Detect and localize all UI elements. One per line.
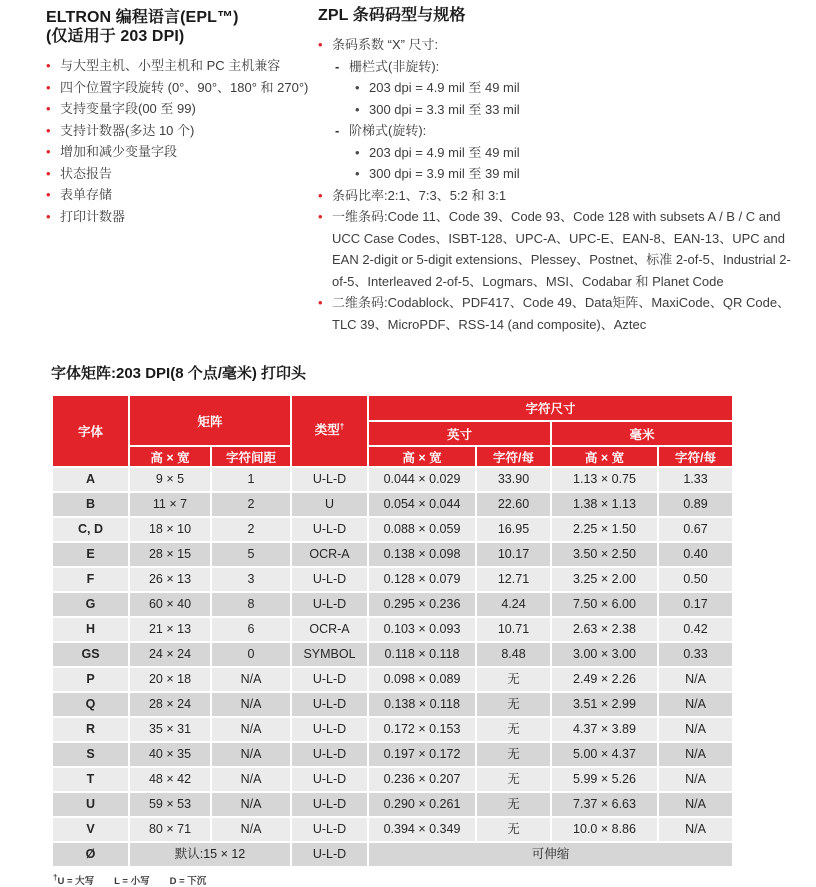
cell-in_hw: 0.197 × 0.172 bbox=[369, 743, 475, 766]
table-row-default bbox=[53, 843, 732, 866]
dagger-icon: † bbox=[53, 872, 58, 882]
table-row bbox=[53, 543, 732, 566]
cell-font: V bbox=[53, 818, 128, 841]
cell-matrix: 59 × 53 bbox=[130, 793, 210, 816]
cell-in_hw: 0.128 × 0.079 bbox=[369, 568, 475, 591]
cell-font: GS bbox=[53, 643, 128, 666]
bullet-icon: • bbox=[46, 187, 51, 202]
cell-mm_per: 0.40 bbox=[659, 543, 732, 566]
epl-feature-item bbox=[46, 141, 316, 163]
cell-matrix: 11 × 7 bbox=[130, 493, 210, 516]
bullet-icon: • bbox=[355, 101, 360, 117]
font-table-header bbox=[53, 396, 732, 466]
cell-in_hw: 0.118 × 0.118 bbox=[369, 643, 475, 666]
cell-mm_per: N/A bbox=[659, 743, 732, 766]
cell-in_per: 无 bbox=[477, 768, 550, 791]
bullet-icon: • bbox=[355, 144, 360, 160]
cell-default-matrix: 默认:15 × 12 bbox=[130, 843, 290, 866]
cell-type: U-L-D bbox=[292, 593, 367, 616]
zpl-spec-text: 阶梯式(旋转): bbox=[349, 123, 427, 138]
cell-matrix: 18 × 10 bbox=[130, 518, 210, 541]
cell-mm_per: 1.33 bbox=[659, 468, 732, 491]
font-table-title: 字体矩阵:203 DPI(8 个点/毫米) 打印头 bbox=[51, 365, 307, 382]
header-matrix-group: 矩阵 bbox=[130, 396, 290, 445]
footnote-part: D = 下沉 bbox=[169, 876, 207, 887]
header-inches-group: 英寸 bbox=[369, 422, 550, 445]
table-row bbox=[53, 618, 732, 641]
bullet-icon: • bbox=[318, 209, 323, 224]
dash-icon: - bbox=[335, 123, 340, 138]
header-charsize-group: 字符尺寸 bbox=[369, 396, 732, 420]
zpl-spec-item bbox=[318, 292, 792, 335]
cell-type: U bbox=[292, 493, 367, 516]
zpl-spec-text: 203 dpi = 4.9 mil 至 49 mil bbox=[369, 80, 520, 95]
cell-mm_per: 0.33 bbox=[659, 643, 732, 666]
cell-in_per: 10.71 bbox=[477, 618, 550, 641]
epl-feature-item bbox=[46, 163, 316, 185]
cell-mm_hw: 7.50 × 6.00 bbox=[552, 593, 657, 616]
cell-spacing: 5 bbox=[212, 543, 290, 566]
cell-type: U-L-D bbox=[292, 793, 367, 816]
table-row bbox=[53, 518, 732, 541]
cell-matrix: 80 × 71 bbox=[130, 818, 210, 841]
cell-in_hw: 0.138 × 0.098 bbox=[369, 543, 475, 566]
cell-matrix: 20 × 18 bbox=[130, 668, 210, 691]
zpl-spec-item bbox=[355, 77, 792, 99]
cell-mm_hw: 2.63 × 2.38 bbox=[552, 618, 657, 641]
table-row bbox=[53, 818, 732, 841]
cell-type: U-L-D bbox=[292, 468, 367, 491]
zpl-spec-text: 条码系数 “X” 尺寸: bbox=[332, 37, 439, 52]
cell-font: T bbox=[53, 768, 128, 791]
cell-matrix: 26 × 13 bbox=[130, 568, 210, 591]
cell-mm_hw: 1.13 × 0.75 bbox=[552, 468, 657, 491]
bullet-icon: • bbox=[355, 80, 360, 95]
cell-in_hw: 0.088 × 0.059 bbox=[369, 518, 475, 541]
cell-matrix: 9 × 5 bbox=[130, 468, 210, 491]
cell-mm_hw: 7.37 × 6.63 bbox=[552, 793, 657, 816]
cell-font: S bbox=[53, 743, 128, 766]
cell-in_per: 8.48 bbox=[477, 643, 550, 666]
zpl-section-title: ZPL 条码码型与规格 bbox=[318, 7, 466, 24]
cell-mm_hw: 3.25 × 2.00 bbox=[552, 568, 657, 591]
bullet-icon: • bbox=[46, 122, 51, 138]
cell-mm_hw: 2.49 × 2.26 bbox=[552, 668, 657, 691]
cell-mm_hw: 5.99 × 5.26 bbox=[552, 768, 657, 791]
header-mm-hw: 高 × 宽 bbox=[552, 447, 657, 466]
cell-mm_per: N/A bbox=[659, 718, 732, 741]
epl-feature-text: 四个位置字段旋转 (0°、90°、180° 和 270°) bbox=[60, 79, 309, 95]
epl-feature-text: 与大型主机、小型主机和 PC 主机兼容 bbox=[60, 58, 281, 73]
zpl-section bbox=[318, 6, 792, 335]
bullet-icon: • bbox=[46, 208, 51, 224]
cell-font: A bbox=[53, 468, 128, 491]
zpl-spec-item bbox=[318, 206, 792, 292]
cell-type: U-L-D bbox=[292, 693, 367, 716]
cell-type: U-L-D bbox=[292, 843, 367, 866]
cell-scalable: 可伸缩 bbox=[369, 843, 732, 866]
table-row bbox=[53, 493, 732, 516]
cell-in_hw: 0.138 × 0.118 bbox=[369, 693, 475, 716]
cell-mm_hw: 3.00 × 3.00 bbox=[552, 643, 657, 666]
cell-matrix: 24 × 24 bbox=[130, 643, 210, 666]
zpl-spec-list bbox=[318, 34, 792, 335]
header-matrix-spacing: 字符间距 bbox=[212, 447, 290, 466]
cell-spacing: 6 bbox=[212, 618, 290, 641]
bullet-icon: • bbox=[46, 79, 51, 95]
bullet-icon: • bbox=[318, 37, 323, 52]
cell-matrix: 60 × 40 bbox=[130, 593, 210, 616]
cell-in_per: 33.90 bbox=[477, 468, 550, 491]
footnote-part: U = 大写 bbox=[57, 876, 95, 887]
epl-feature-item bbox=[46, 77, 316, 99]
cell-font: E bbox=[53, 543, 128, 566]
cell-mm_hw: 4.37 × 3.89 bbox=[552, 718, 657, 741]
cell-spacing: N/A bbox=[212, 793, 290, 816]
table-row bbox=[53, 768, 732, 791]
bullet-icon: • bbox=[355, 166, 360, 181]
epl-feature-item bbox=[46, 120, 316, 142]
table-row bbox=[53, 668, 732, 691]
cell-mm_per: 0.17 bbox=[659, 593, 732, 616]
table-row bbox=[53, 793, 732, 816]
bullet-icon: • bbox=[46, 101, 51, 116]
cell-matrix: 40 × 35 bbox=[130, 743, 210, 766]
cell-mm_hw: 2.25 × 1.50 bbox=[552, 518, 657, 541]
cell-in_per: 4.24 bbox=[477, 593, 550, 616]
epl-feature-item bbox=[46, 98, 316, 120]
cell-in_per: 22.60 bbox=[477, 493, 550, 516]
epl-section-title bbox=[46, 8, 316, 46]
cell-mm_hw: 3.50 × 2.50 bbox=[552, 543, 657, 566]
epl-feature-text: 打印计数器 bbox=[60, 208, 126, 224]
bullet-icon: • bbox=[46, 144, 51, 159]
zpl-spec-item bbox=[335, 120, 792, 142]
cell-font: P bbox=[53, 668, 128, 691]
zpl-spec-item bbox=[335, 56, 792, 78]
zpl-spec-text: 300 dpi = 3.9 mil 至 39 mil bbox=[369, 166, 520, 181]
cell-type: OCR-A bbox=[292, 618, 367, 641]
cell-font: U bbox=[53, 793, 128, 816]
epl-feature-item bbox=[46, 206, 316, 228]
cell-mm_hw: 1.38 × 1.13 bbox=[552, 493, 657, 516]
cell-font: G bbox=[53, 593, 128, 616]
zpl-spec-item bbox=[318, 185, 792, 207]
font-matrix-section bbox=[51, 362, 771, 887]
cell-font: F bbox=[53, 568, 128, 591]
cell-in_hw: 0.103 × 0.093 bbox=[369, 618, 475, 641]
font-table-default bbox=[53, 843, 732, 866]
cell-type: SYMBOL bbox=[292, 643, 367, 666]
epl-feature-text: 支持计数器(多达 10 个) bbox=[60, 122, 195, 138]
cell-in_hw: 0.290 × 0.261 bbox=[369, 793, 475, 816]
cell-type: U-L-D bbox=[292, 743, 367, 766]
cell-mm_per: 0.67 bbox=[659, 518, 732, 541]
cell-spacing: 3 bbox=[212, 568, 290, 591]
cell-matrix: 28 × 24 bbox=[130, 693, 210, 716]
cell-font: R bbox=[53, 718, 128, 741]
cell-spacing: N/A bbox=[212, 768, 290, 791]
epl-feature-text: 表单存储 bbox=[60, 187, 113, 202]
cell-in_per: 12.71 bbox=[477, 568, 550, 591]
cell-matrix: 21 × 13 bbox=[130, 618, 210, 641]
cell-spacing: N/A bbox=[212, 743, 290, 766]
epl-feature-item bbox=[46, 184, 316, 206]
cell-spacing: 0 bbox=[212, 643, 290, 666]
cell-spacing: N/A bbox=[212, 718, 290, 741]
cell-font: Q bbox=[53, 693, 128, 716]
cell-spacing: 2 bbox=[212, 493, 290, 516]
cell-mm_per: N/A bbox=[659, 793, 732, 816]
cell-in_hw: 0.172 × 0.153 bbox=[369, 718, 475, 741]
cell-spacing: 8 bbox=[212, 593, 290, 616]
cell-in_per: 无 bbox=[477, 793, 550, 816]
table-row bbox=[53, 743, 732, 766]
cell-in_per: 无 bbox=[477, 668, 550, 691]
table-row bbox=[53, 718, 732, 741]
cell-in_hw: 0.044 × 0.029 bbox=[369, 468, 475, 491]
cell-spacing: N/A bbox=[212, 818, 290, 841]
zpl-spec-text: 二维条码:Codablock、PDF417、Code 49、Data矩阵、MaxiCode、QR Code、TLC 39、MicroPDF、RSS-14 (and composite)、Aztec bbox=[332, 295, 791, 332]
cell-type: U-L-D bbox=[292, 668, 367, 691]
cell-type: U-L-D bbox=[292, 768, 367, 791]
cell-font: H bbox=[53, 618, 128, 641]
header-in-per: 字符/每 bbox=[477, 447, 550, 466]
header-mm-group: 毫米 bbox=[552, 422, 732, 445]
cell-mm_per: N/A bbox=[659, 768, 732, 791]
cell-matrix: 28 × 15 bbox=[130, 543, 210, 566]
cell-in_hw: 0.236 × 0.207 bbox=[369, 768, 475, 791]
epl-feature-text: 增加和减少变量字段 bbox=[60, 144, 178, 159]
cell-font: Ø bbox=[53, 843, 128, 866]
cell-in_per: 16.95 bbox=[477, 518, 550, 541]
cell-mm_per: N/A bbox=[659, 818, 732, 841]
cell-type: U-L-D bbox=[292, 568, 367, 591]
dash-icon: - bbox=[335, 58, 340, 74]
zpl-spec-item bbox=[355, 142, 792, 164]
table-row bbox=[53, 643, 732, 666]
cell-mm_per: N/A bbox=[659, 693, 732, 716]
header-in-hw: 高 × 宽 bbox=[369, 447, 475, 466]
epl-title-line1: ELTRON 编程语言(EPL™) bbox=[46, 9, 239, 26]
epl-feature-text: 支持变量字段(00 至 99) bbox=[60, 101, 196, 116]
cell-in_per: 无 bbox=[477, 718, 550, 741]
cell-type: U-L-D bbox=[292, 718, 367, 741]
cell-mm_hw: 10.0 × 8.86 bbox=[552, 818, 657, 841]
epl-feature-item bbox=[46, 55, 316, 77]
epl-title-line2: (仅适用于 203 DPI) bbox=[46, 28, 185, 45]
zpl-spec-text: 条码比率:2:1、7:3、5:2 和 3:1 bbox=[332, 187, 507, 203]
zpl-spec-text: 栅栏式(非旋转): bbox=[349, 58, 440, 74]
cell-mm_per: 0.42 bbox=[659, 618, 732, 641]
cell-font: C, D bbox=[53, 518, 128, 541]
header-type bbox=[292, 396, 367, 466]
cell-mm_per: 0.50 bbox=[659, 568, 732, 591]
cell-mm_hw: 3.51 × 2.99 bbox=[552, 693, 657, 716]
zpl-spec-text: 203 dpi = 4.9 mil 至 49 mil bbox=[369, 144, 520, 160]
footnote-part: L = 小写 bbox=[114, 876, 150, 887]
cell-mm_per: 0.89 bbox=[659, 493, 732, 516]
cell-in_hw: 0.054 × 0.044 bbox=[369, 493, 475, 516]
cell-type: U-L-D bbox=[292, 518, 367, 541]
table-row bbox=[53, 593, 732, 616]
cell-matrix: 35 × 31 bbox=[130, 718, 210, 741]
header-matrix-hw: 高 × 宽 bbox=[130, 447, 210, 466]
cell-in_per: 无 bbox=[477, 693, 550, 716]
footnote-parts bbox=[57, 876, 226, 887]
cell-in_hw: 0.098 × 0.089 bbox=[369, 668, 475, 691]
table-row bbox=[53, 693, 732, 716]
header-font: 字体 bbox=[53, 396, 128, 466]
cell-in_hw: 0.394 × 0.349 bbox=[369, 818, 475, 841]
epl-feature-list bbox=[46, 55, 316, 227]
table-row bbox=[53, 568, 732, 591]
zpl-spec-text: 300 dpi = 3.3 mil 至 33 mil bbox=[369, 101, 520, 117]
cell-mm_hw: 5.00 × 4.37 bbox=[552, 743, 657, 766]
bullet-icon: • bbox=[318, 295, 323, 310]
font-matrix-table bbox=[51, 394, 734, 868]
header-mm-per: 字符/每 bbox=[659, 447, 732, 466]
bullet-icon: • bbox=[46, 165, 51, 181]
cell-matrix: 48 × 42 bbox=[130, 768, 210, 791]
cell-type: U-L-D bbox=[292, 818, 367, 841]
table-footnote bbox=[53, 873, 771, 887]
header-type-label: 类型 bbox=[314, 423, 340, 437]
cell-type: OCR-A bbox=[292, 543, 367, 566]
zpl-spec-item bbox=[355, 163, 792, 185]
cell-spacing: N/A bbox=[212, 668, 290, 691]
cell-mm_per: N/A bbox=[659, 668, 732, 691]
zpl-spec-item bbox=[318, 34, 792, 56]
cell-in_per: 无 bbox=[477, 743, 550, 766]
font-table-body bbox=[53, 468, 732, 841]
table-row bbox=[53, 468, 732, 491]
bullet-icon: • bbox=[46, 58, 51, 73]
cell-in_per: 无 bbox=[477, 818, 550, 841]
zpl-spec-item bbox=[355, 99, 792, 121]
zpl-spec-text: 一维条码:Code 11、Code 39、Code 93、Code 128 with subsets A / B / C and UCC Case Codes、ISBT-128、UPC-A、UPC-E、EAN-8、EAN-13、UPC and EAN 2-digit or 5-digit extensions、Plessey、Postnet、标准 2-of-5、Industrial 2-of-5、Interleaved 2-of-5、Logmars、MSI、Codabar 和 Planet Code bbox=[332, 209, 791, 289]
epl-section bbox=[46, 8, 316, 227]
cell-spacing: N/A bbox=[212, 693, 290, 716]
cell-spacing: 1 bbox=[212, 468, 290, 491]
cell-font: B bbox=[53, 493, 128, 516]
cell-spacing: 2 bbox=[212, 518, 290, 541]
bullet-icon: • bbox=[318, 187, 323, 203]
cell-in_hw: 0.295 × 0.236 bbox=[369, 593, 475, 616]
cell-in_per: 10.17 bbox=[477, 543, 550, 566]
dagger-icon: † bbox=[339, 421, 345, 431]
epl-feature-text: 状态报告 bbox=[60, 165, 113, 181]
